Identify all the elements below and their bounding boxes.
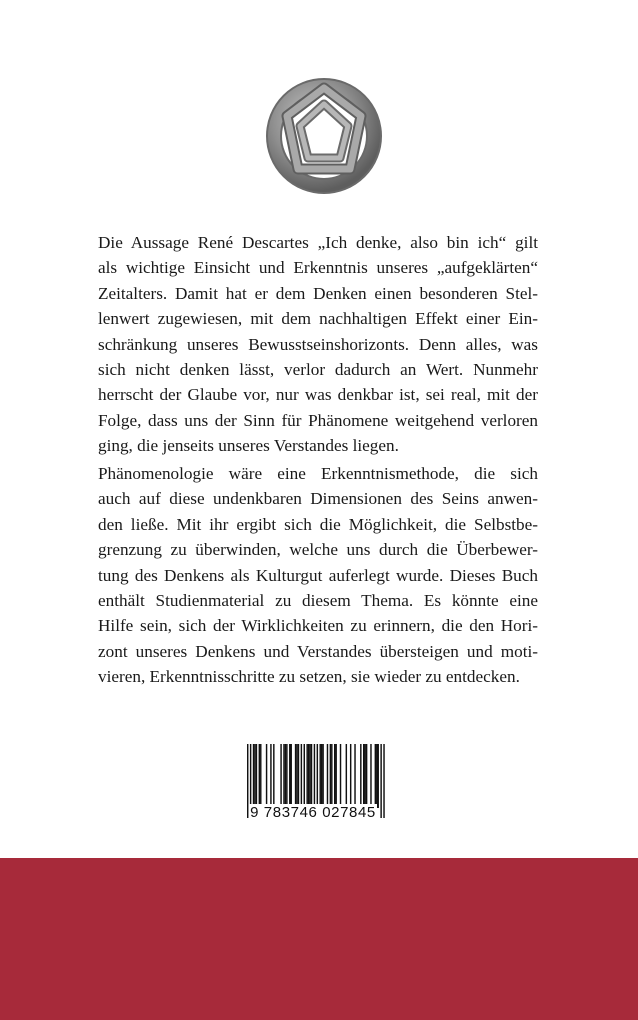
text-line: den ließe. Mit ihr ergibt sich die Möglichkeit, die Selbstbe- <box>98 514 538 534</box>
emblem-inner <box>300 104 348 158</box>
barcode-bar <box>301 744 302 808</box>
text-line: Folge, dass uns der Sinn für Phänomene weitgehend verloren <box>98 410 538 430</box>
barcode-bar <box>306 744 307 808</box>
barcode-bar <box>320 744 321 808</box>
barcode-bar <box>259 744 260 808</box>
barcode-bar <box>330 744 331 808</box>
barcode-bar <box>273 744 274 808</box>
barcode-bar <box>304 744 305 808</box>
text-line: herrscht der Glaube vor, nur was denkbar ist, sei real, mit der <box>98 385 538 405</box>
barcode-bar <box>327 744 328 808</box>
text-line: lenwert zugewiesen, mit dem nachhaltigen Effekt einer Ein- <box>98 309 538 329</box>
text-line: enthält Studienmaterial zu diesem Thema. Es könnte eine <box>98 591 538 611</box>
barcode-bar <box>256 744 257 808</box>
barcode-bar <box>266 744 267 808</box>
text-line: Zeitalters. Damit hat er dem Denken einen besonderen Stel- <box>98 283 538 303</box>
text-line: Hilfe sein, sich der Wirklichkeiten zu erinnern, die den Hori- <box>98 616 538 636</box>
isbn-digits-text: 9 783746 027845 <box>250 804 376 821</box>
barcode-bar <box>260 744 261 808</box>
barcode-bar <box>253 744 254 808</box>
text-line: tung des Denkens als Kulturgut auferlegt wurde. Dieses Buch <box>98 565 538 585</box>
barcode-bar <box>289 744 290 808</box>
barcode-bar <box>334 744 335 808</box>
text-line: schränkung unseres Bewusstseinshorizonts. Denn alles, was <box>98 334 538 354</box>
barcode-bar <box>291 744 292 808</box>
barcode-bar <box>322 744 323 808</box>
barcode-bar <box>295 744 296 808</box>
text-line: als wichtige Einsicht und Erkenntnis unseres „aufgeklärten“ <box>98 258 538 278</box>
barcode-bar <box>370 744 371 808</box>
blurb-paragraph-2 <box>98 461 538 690</box>
barcode-bar <box>321 744 322 808</box>
barcode-bar <box>298 744 299 808</box>
cover-color-band <box>0 858 638 1020</box>
barcode-bar <box>331 744 332 808</box>
interlaced-heptagram-ring-icon <box>262 74 386 198</box>
barcode-bar <box>340 744 341 808</box>
barcode-bar <box>311 744 312 808</box>
text-line: grenzung zu überwinden, welche uns durch die Überbewer- <box>98 540 538 560</box>
emblem-graphic <box>262 74 386 198</box>
text-line: ging, die jenseits unseres Verstandes liegen. <box>98 436 399 456</box>
barcode-bar <box>254 744 255 808</box>
barcode-bar <box>296 744 297 808</box>
barcode-bar <box>283 744 284 808</box>
barcode-bar <box>350 744 351 808</box>
barcode-bar <box>309 744 310 808</box>
text-line: Phänomenologie wäre eine Erkenntnismethode, die sich <box>98 464 538 483</box>
text-line: zont unseres Denkens und Verstandes übersteigen und moti- <box>98 641 538 661</box>
barcode-bar <box>270 744 271 808</box>
barcode-bar <box>335 744 336 808</box>
text-line: sich nicht denken lässt, verlor dadurch an Wert. Nunmehr <box>98 360 538 380</box>
text-line: vieren, Erkenntnisschritte zu setzen, sie wieder zu entdecken. <box>98 667 520 687</box>
barcode-bar <box>280 744 281 808</box>
blurb-paragraph-1 <box>98 230 538 459</box>
barcode-bar <box>308 744 309 808</box>
barcode-bar <box>354 744 355 808</box>
barcode-bar <box>376 744 377 808</box>
barcode-bar <box>378 744 379 808</box>
barcode-bar <box>346 744 347 808</box>
text-line: auch auf diese undenkbaren Dimensionen des Seins anwen- <box>98 489 538 509</box>
text-line: Die Aussage René Descartes „Ich denke, also bin ich“ gilt <box>98 233 538 252</box>
barcode-bar <box>286 744 287 808</box>
barcode-bar <box>375 744 376 808</box>
barcode-bar <box>366 744 367 808</box>
barcode-bar <box>363 744 364 808</box>
barcode-bar <box>285 744 286 808</box>
barcode-bar <box>360 744 361 808</box>
isbn-number <box>237 804 389 821</box>
barcode-bar <box>364 744 365 808</box>
